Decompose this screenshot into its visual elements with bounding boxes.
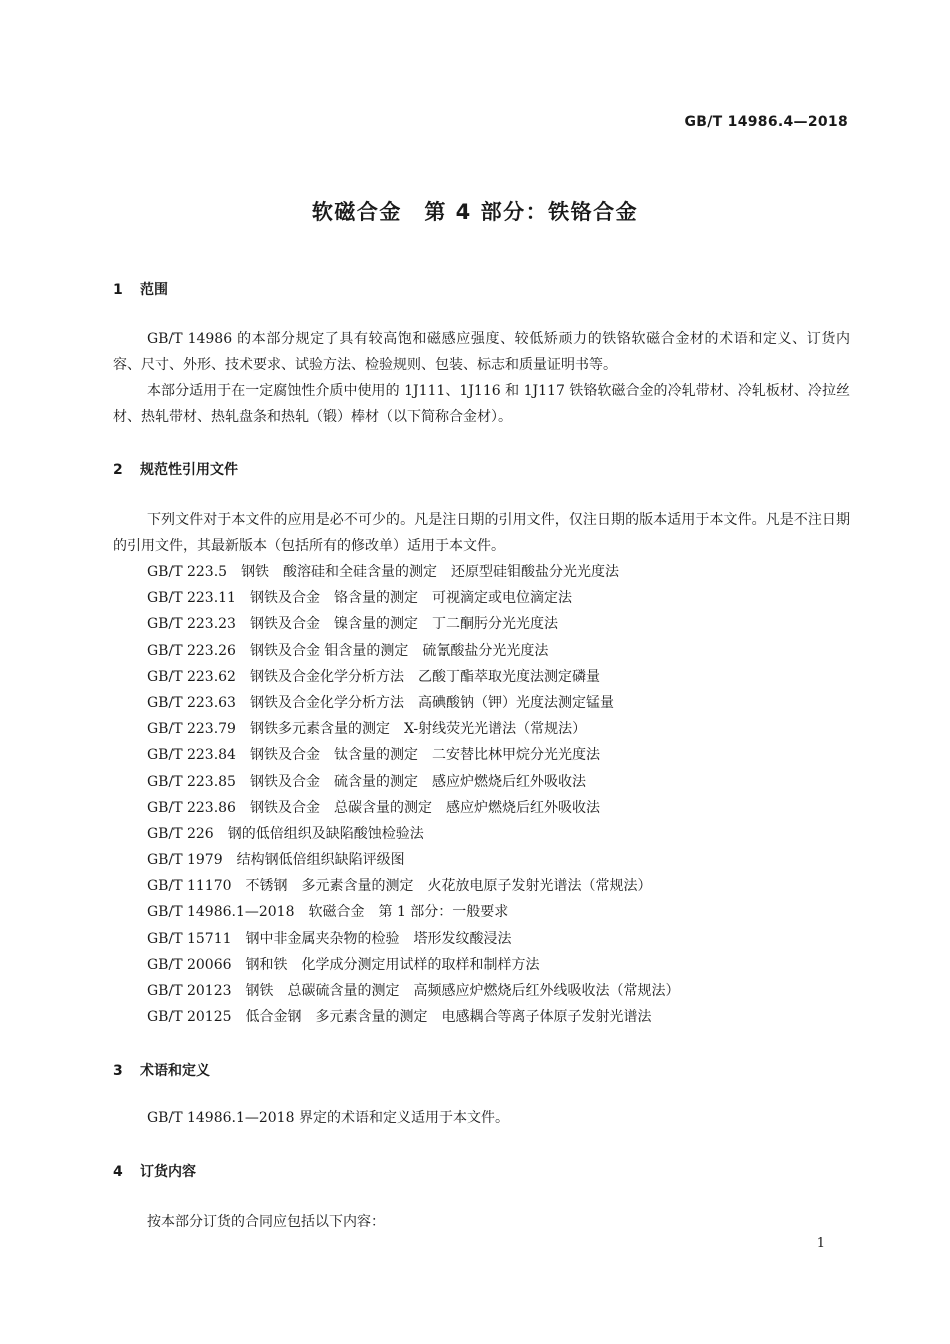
paragraph: 下列文件对于本文件的应用是必不可少的。凡是注日期的引用文件，仅注日期的版本适用于本文件。凡是不注日期的引用文件，其最新版本（包括所有的修改单）适用于本文件。 — [113, 512, 850, 554]
reference-title: 钢铁 酸溶硅和全硅含量的测定 还原型硅钼酸盐分光光度法 — [241, 564, 620, 580]
reference-title: 结构钢低倍组织缺陷评级图 — [236, 852, 405, 869]
reference-item — [147, 742, 680, 768]
reference-title: 不锈钢 多元素含量的测定 火花放电原子发射光谱法（常规法） — [245, 878, 652, 895]
reference-item — [147, 821, 680, 847]
reference-item — [147, 716, 680, 742]
section-heading-normative-refs — [113, 459, 238, 479]
reference-code: GB/T 14986.1—2018 — [147, 904, 295, 921]
reference-item — [147, 952, 680, 978]
reference-title: 钢铁 总碳硫含量的测定 高频感应炉燃烧后红外线吸收法（常规法） — [245, 983, 680, 999]
section-title: 术语和定义 — [140, 1063, 210, 1079]
reference-code: GB/T 223.84 — [147, 747, 236, 764]
reference-code: GB/T 20125 — [147, 1009, 232, 1026]
reference-item — [147, 795, 680, 821]
reference-title: 钢铁及合金 镍含量的测定 丁二酮肟分光光度法 — [249, 616, 558, 633]
section-heading-terms — [113, 1060, 210, 1080]
section-number: 2 — [113, 462, 123, 478]
reference-title: 钢和铁 化学成分测定用试样的取样和制样方法 — [245, 956, 540, 973]
reference-code: GB/T 20066 — [147, 956, 232, 973]
reference-title: 钢铁及合金 钛含量的测定 二安替比林甲烷分光光度法 — [249, 747, 600, 764]
reference-item — [147, 847, 680, 873]
paragraph: GB/T 14986 的本部分规定了具有较高饱和磁感应强度、较低矫顽力的铁铬软磁合金材的术语和定义、订货内容、尺寸、外形、技术要求、试验方法、检验规则、包装、标志和质量证明书等。 — [113, 331, 850, 373]
reference-code: GB/T 11170 — [147, 878, 232, 895]
paragraph: GB/T 14986.1—2018 界定的术语和定义适用于本文件。 — [147, 1110, 509, 1126]
reference-item — [147, 873, 680, 899]
reference-code: GB/T 223.11 — [147, 590, 236, 607]
reference-item — [147, 638, 680, 664]
reference-item — [147, 769, 680, 795]
reference-list — [147, 559, 680, 1030]
reference-code: GB/T 223.26 — [147, 642, 236, 659]
document-title: 软磁合金 第 4 部分：铁铬合金 — [311, 200, 639, 224]
reference-item — [147, 559, 680, 585]
reference-item — [147, 585, 680, 611]
reference-title: 钢中非金属夹杂物的检验 塔形发纹酸浸法 — [245, 930, 512, 947]
page-number: 1 — [816, 1236, 825, 1251]
reference-code: GB/T 223.62 — [147, 668, 236, 685]
paragraph: 按本部分订货的合同应包括以下内容： — [147, 1214, 385, 1230]
reference-title: 钢铁及合金化学分析方法 高碘酸钠（钾）光度法测定锰量 — [249, 694, 614, 711]
reference-code: GB/T 223.23 — [147, 616, 236, 633]
reference-title: 钢铁及合金化学分析方法 乙酸丁酯萃取光度法测定磷量 — [249, 668, 600, 685]
reference-title: 软磁合金 第 1 部分：一般要求 — [308, 904, 509, 921]
section-heading-scope — [113, 279, 168, 299]
reference-item — [147, 1004, 680, 1030]
paragraph: 本部分适用于在一定腐蚀性介质中使用的 1J111、1J116 和 1J117 铁铬软磁合金的冷轧带材、冷轧板材、冷拉丝材、热轧带材、热轧盘条和热轧（锻）棒材（以下简称合金材）。 — [113, 383, 850, 425]
section-title: 范围 — [140, 282, 168, 298]
reference-code: GB/T 226 — [147, 825, 214, 842]
section-number: 1 — [113, 282, 123, 298]
reference-code: GB/T 223.86 — [147, 799, 236, 816]
reference-item — [147, 611, 680, 637]
reference-item — [147, 664, 680, 690]
reference-title: 钢铁及合金 总碳含量的测定 感应炉燃烧后红外吸收法 — [249, 799, 600, 816]
section-title: 规范性引用文件 — [140, 462, 238, 478]
reference-title: 钢铁多元素含量的测定 X-射线荧光光谱法（常规法） — [249, 721, 587, 738]
reference-title: 低合金钢 多元素含量的测定 电感耦合等离子体原子发射光谱法 — [245, 1009, 652, 1026]
reference-code: GB/T 223.79 — [147, 721, 236, 738]
reference-item — [147, 926, 680, 952]
section-title: 订货内容 — [140, 1164, 196, 1180]
reference-code: GB/T 223.63 — [147, 694, 236, 711]
reference-code: GB/T 15711 — [147, 930, 232, 947]
section-number: 4 — [113, 1164, 123, 1180]
reference-code: GB/T 223.5 — [147, 564, 228, 580]
reference-item — [147, 978, 680, 1004]
reference-item — [147, 690, 680, 716]
reference-code: GB/T 20123 — [147, 983, 232, 999]
standard-code: GB/T 14986.4—2018 — [684, 114, 848, 130]
reference-title: 钢铁及合金 钼含量的测定 硫氰酸盐分光光度法 — [249, 642, 549, 659]
reference-item — [147, 899, 680, 925]
reference-code: GB/T 1979 — [147, 852, 223, 869]
section-heading-ordering — [113, 1161, 196, 1181]
reference-code: GB/T 223.85 — [147, 773, 236, 790]
reference-title: 钢的低倍组织及缺陷酸蚀检验法 — [227, 825, 424, 842]
reference-title: 钢铁及合金 硫含量的测定 感应炉燃烧后红外吸收法 — [249, 773, 586, 790]
section-number: 3 — [113, 1063, 123, 1079]
reference-title: 钢铁及合金 铬含量的测定 可视滴定或电位滴定法 — [249, 590, 572, 607]
